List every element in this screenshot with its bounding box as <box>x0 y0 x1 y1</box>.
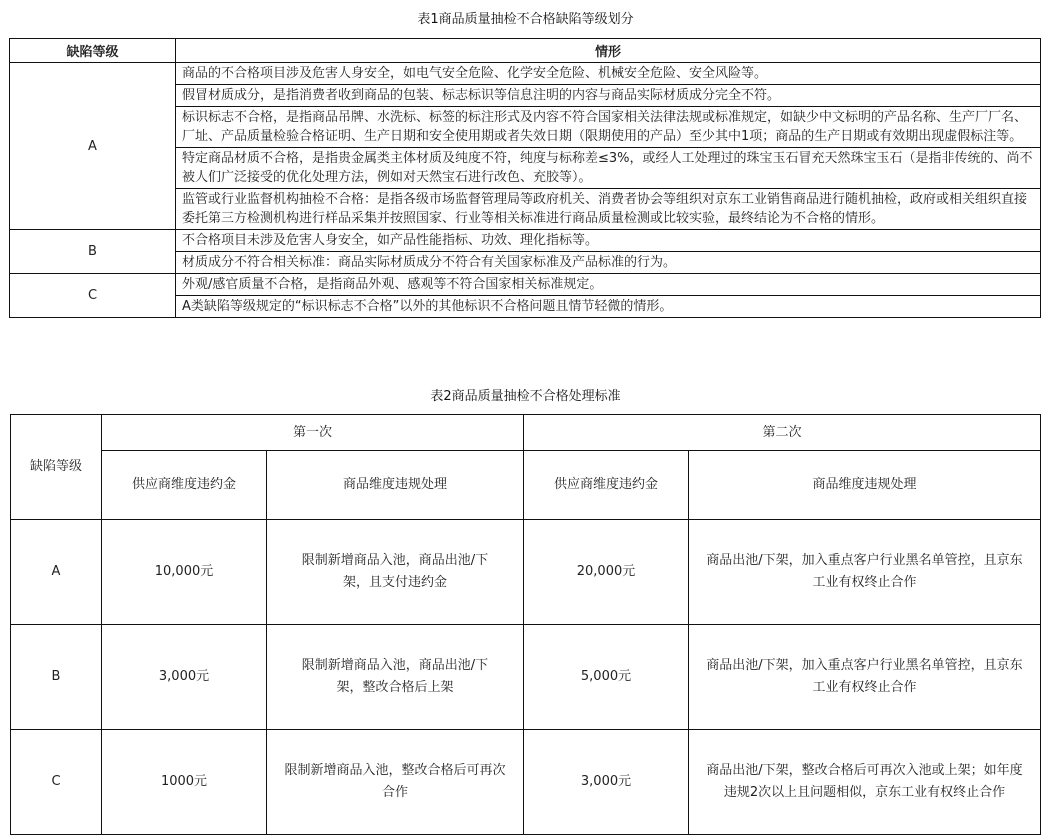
header-defect-level: 缺陷等级 <box>11 415 102 520</box>
first-penalty-cell: 1000元 <box>102 730 267 835</box>
second-penalty-cell: 20,000元 <box>524 520 689 625</box>
level-cell: A <box>11 520 102 625</box>
situation-cell: 监管或行业监督机构抽检不合格：是指各级市场监督管理局等政府机关、消费者协会等组织对京东工业销售商品进行随机抽检，政府或相关组织直接委托第三方检测机构进行样品采集并按照国家、行业等相关标准进行商品质量检测或比较实验，最终结论为不合格的情形。 <box>176 189 1041 230</box>
level-cell: C <box>11 730 102 835</box>
situation-cell: 不合格项目未涉及危害人身安全，如产品性能指标、功效、理化指标等。 <box>176 230 1041 252</box>
handling-standard-table <box>10 414 1041 835</box>
level-cell-c: C <box>10 274 176 318</box>
second-penalty-cell: 3,000元 <box>524 730 689 835</box>
first-penalty-cell: 3,000元 <box>102 625 267 730</box>
table1-header-row <box>10 39 1041 63</box>
first-action-cell: 限制新增商品入池，整改合格后可再次合作 <box>267 730 524 835</box>
header-first-supplier-penalty: 供应商维度违约金 <box>102 451 267 520</box>
table-row <box>10 63 1041 85</box>
header-defect-level: 缺陷等级 <box>10 39 176 63</box>
header-second-product-action: 商品维度违规处理 <box>689 451 1041 520</box>
header-second-supplier-penalty: 供应商维度违约金 <box>524 451 689 520</box>
table1-caption: 表1商品质量抽检不合格缺陷等级划分 <box>417 12 634 27</box>
table-row <box>10 274 1041 296</box>
header-situation: 情形 <box>176 39 1041 63</box>
situation-cell: 标识标志不合格，是指商品吊牌、水洗标、标签的标注形式及内容不符合国家相关法律法规或标准规定，如缺少中文标明的产品名称、生产厂厂名、厂址、产品质量检验合格证明、生产日期和安全使用期或者失效日期（限期使用的产品）至少其中1项；商品的生产日期或有效期出现虚假标注等。 <box>176 107 1041 148</box>
table-row <box>11 520 1041 625</box>
second-action-cell: 商品出池/下架，整改合格后可再次入池或上架；如年度违规2次以上且问题相似，京东工业有权终止合作 <box>689 730 1041 835</box>
table2-header-row <box>11 415 1041 451</box>
defect-level-table <box>9 38 1041 318</box>
situation-cell: 假冒材质成分，是指消费者收到商品的包装、标志标识等信息注明的内容与商品实际材质成分完全不符。 <box>176 85 1041 107</box>
situation-cell: A类缺陷等级规定的“标识标志不合格”以外的其他标识不合格问题且情节轻微的情形。 <box>176 296 1041 318</box>
level-cell-a: A <box>10 63 176 230</box>
situation-cell: 外观/感官质量不合格，是指商品外观、感观等不符合国家相关标准规定。 <box>176 274 1041 296</box>
header-second-time: 第二次 <box>524 415 1041 451</box>
header-first-time: 第一次 <box>102 415 524 451</box>
header-first-product-action: 商品维度违规处理 <box>267 451 524 520</box>
second-action-cell: 商品出池/下架，加入重点客户行业黑名单管控，且京东工业有权终止合作 <box>689 520 1041 625</box>
first-penalty-cell: 10,000元 <box>102 520 267 625</box>
table-row <box>11 730 1041 835</box>
table-row <box>10 230 1041 252</box>
level-cell: B <box>11 625 102 730</box>
first-action-cell: 限制新增商品入池，商品出池/下架，整改合格后上架 <box>267 625 524 730</box>
table-row <box>11 625 1041 730</box>
situation-cell: 特定商品材质不合格，是指贵金属类主体材质及纯度不符，纯度与标称差≤3%，或经人工处理过的珠宝玉石冒充天然珠宝玉石（是指非传统的、尚不被人们广泛接受的优化处理方法，例如对天然宝石进行改色、充胶等）。 <box>176 148 1041 189</box>
situation-cell: 材质成分不符合相关标准：商品实际材质成分不符合有关国家标准及产品标准的行为。 <box>176 252 1041 274</box>
first-action-cell: 限制新增商品入池，商品出池/下架，且支付违约金 <box>267 520 524 625</box>
level-cell-b: B <box>10 230 176 274</box>
second-penalty-cell: 5,000元 <box>524 625 689 730</box>
situation-cell: 商品的不合格项目涉及危害人身安全，如电气安全危险、化学安全危险、机械安全危险、安全风险等。 <box>176 63 1041 85</box>
table2-caption: 表2商品质量抽检不合格处理标准 <box>430 389 621 404</box>
second-action-cell: 商品出池/下架，加入重点客户行业黑名单管控，且京东工业有权终止合作 <box>689 625 1041 730</box>
table2-subheader-row <box>11 451 1041 520</box>
